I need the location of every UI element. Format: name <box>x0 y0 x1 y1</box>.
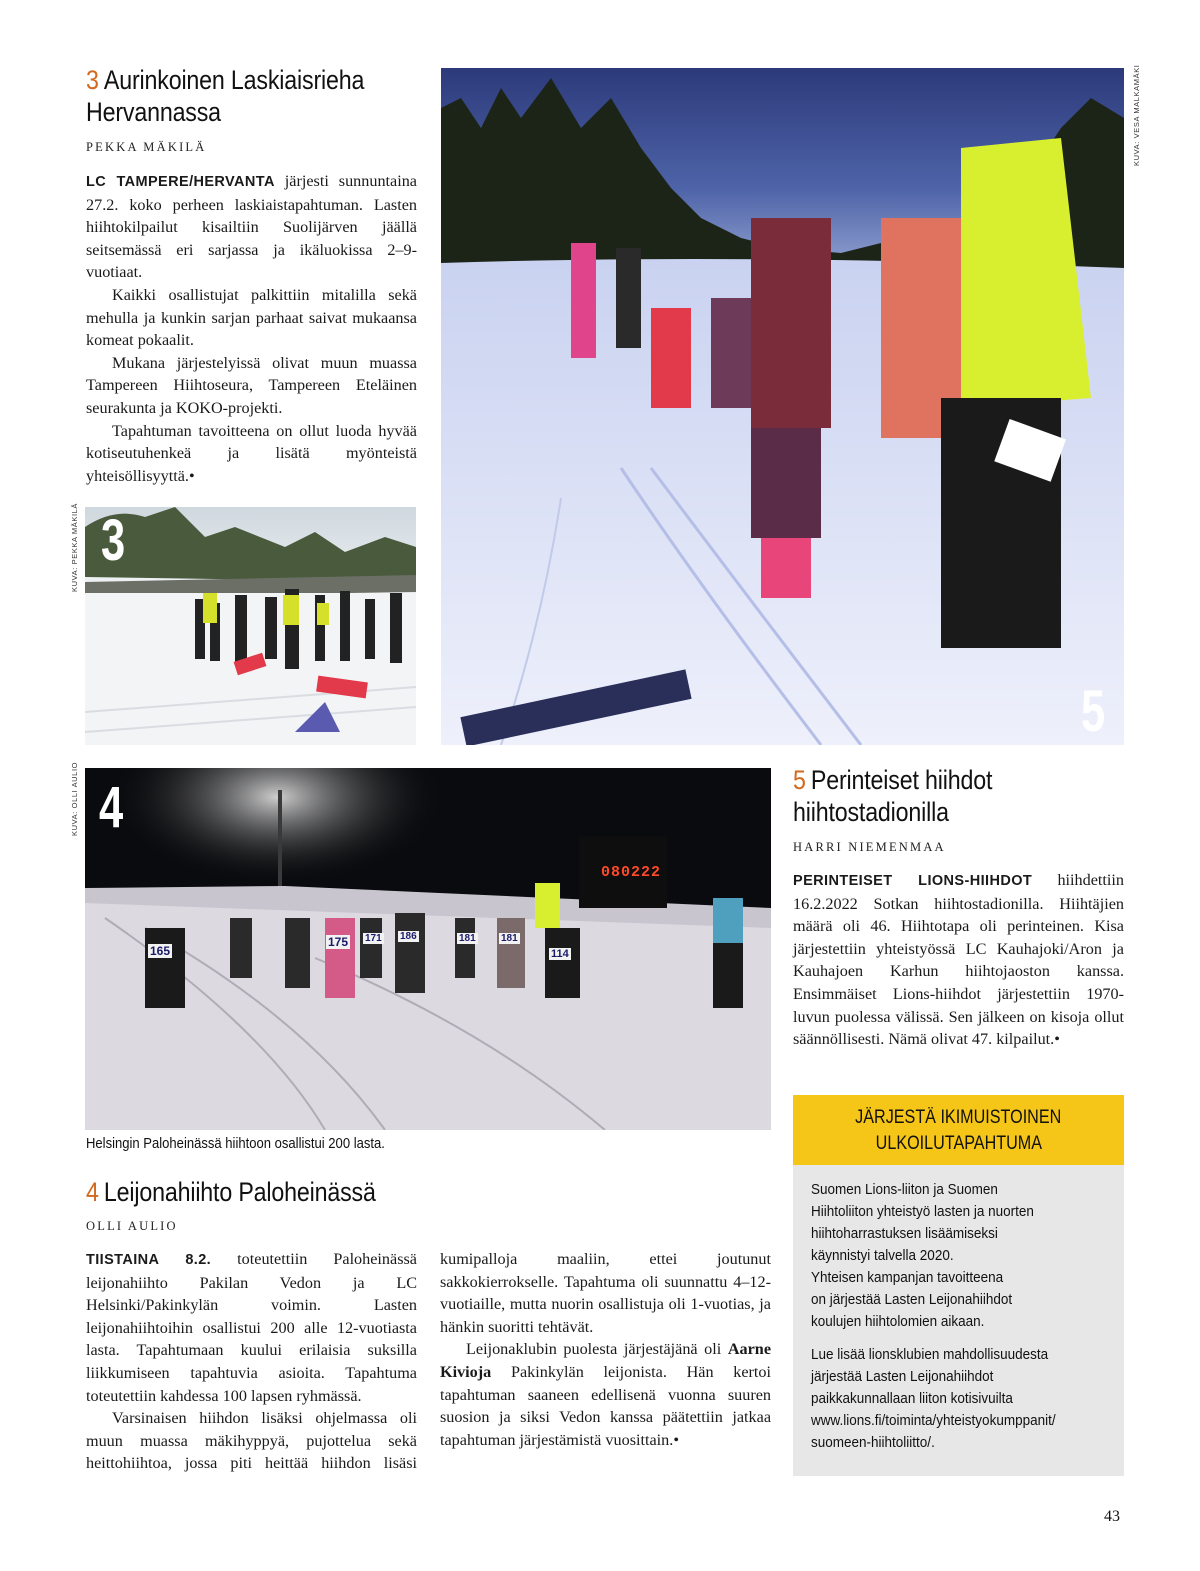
article-5-title-line2: hiihtostadionilla <box>793 797 949 827</box>
article-4-title: Leijonahiihto Paloheinässä <box>103 1177 376 1207</box>
info-box-paragraph-2: Lue lisää lionsklubien mahdollisuudesta järjestää Lasten Leijonahiihdot paikkakunnallaan liiton kotisivuilta www.lions.fi/toiminta/yhteistyokumppanit/ suomeen-hiihtoliitto/. <box>811 1346 1056 1451</box>
article-4-byline: OLLI AULIO <box>86 1219 178 1233</box>
photo-3-credit: KUVA: PEKKA MÄKILÄ <box>70 502 79 592</box>
photo-5-label: 5 <box>1081 679 1106 744</box>
race-clock-display: 080222 <box>601 864 662 881</box>
article-4-paragraph-1: TIISTAINA 8.2. toteutettiin Paloheinässä leijonahiihto Pakilan Vedon ja LC Helsinki/Pakinkylän voimin. Lasten leijonahiihtoihin osallistui 200 alle 12-vuotiasta lasta. Tapahtumaan kuului erilaisia suksilla liikkumiseen tapahtuvia asioita. Tapahtuma toteutettiin kahdessa 100 lapsen ryhmässä. <box>86 1250 417 1405</box>
article-5-lead: PERINTEISET LIONS-HIIHDOT <box>793 873 1033 889</box>
article-3-paragraph-4: Tapahtuman tavoitteena on ollut luoda hyvää kotiseutuhenkeä ja lisätä myönteistä yhteisöllisyyttä.• <box>86 421 417 485</box>
article-3-byline: PEKKA MÄKILÄ <box>86 140 207 154</box>
article-5-number: 5 <box>793 765 806 795</box>
article-4-column-2-text <box>440 1248 771 1451</box>
info-box-body <box>793 1165 1124 1476</box>
info-box-title-line2: ULKOILUTAPAHTUMA <box>875 1133 1042 1154</box>
article-3-body <box>86 170 417 487</box>
info-box <box>793 1095 1124 1476</box>
article-3-lead: LC TAMPERE/HERVANTA <box>86 174 275 190</box>
article-3-number: 3 <box>86 65 99 95</box>
article-3-paragraph-1: LC TAMPERE/HERVANTA järjesti sunnuntaina 27.2. koko perheen laskiaistapahtuman. Lasten hiihtokilpailut kisailtiin Suolijärven jäällä seitsemässä eri sarjassa ja ikäluokissa 2–9-vuotiaat. <box>86 172 417 282</box>
article-3-paragraph-2: Kaikki osallistujat palkittiin mitalilla sekä mehulla ja kunkin sarjan parhaat saivat mukaansa komeat pokaalit. <box>86 285 417 350</box>
photo-3-image <box>85 507 416 745</box>
article-4-number: 4 <box>86 1177 99 1207</box>
end-mark: • <box>673 1430 679 1449</box>
end-mark: • <box>1054 1030 1060 1049</box>
article-4-column-1 <box>86 1248 417 1474</box>
article-3-title-line1: Aurinkoinen Laskiaisrieha <box>103 65 365 95</box>
article-3-title-line2: Hervannassa <box>86 97 221 127</box>
photo-5 <box>441 68 1124 745</box>
organizer-name: Aarne Kivioja <box>440 1340 771 1381</box>
article-3-paragraph-3: Mukana järjestelyissä olivat muun muassa Tampereen Hiihtoseura, Tampereen Eteläinen seurakunta ja KOKO-projekti. <box>86 353 417 417</box>
photo-4-image <box>85 768 771 1130</box>
info-box-title-line1: JÄRJESTÄ IKIMUISTOINEN <box>855 1107 1062 1128</box>
bib-number: 175 <box>328 935 349 949</box>
article-4-paragraph-2: Varsinaisen hiihdon lisäksi ohjelmassa oli muun muassa mäkihyppyä, pujottelua sekä heittohiihtoa, jossa piti heittää hiihdon lisäsi <box>86 1409 417 1473</box>
bib-number: 186 <box>400 931 417 942</box>
article-4-paragraph-3: Leijonaklubin puolesta järjestäjänä oli Aarne Kivioja Pakinkylän leijonista. Hän kertoi tapahtuman saaneen edellisenä vuonna suuren suosion ja siksi Vedon kanssa päätettiin jatkaa tapahtuman järjestämistä vuosittain.• <box>440 1340 771 1449</box>
photo-4-credit: KUVA: OLLI AULIO <box>70 761 79 836</box>
article-5-body <box>793 869 1124 1051</box>
bib-number: 165 <box>150 944 171 958</box>
bib-number: 181 <box>501 933 518 944</box>
photo-4-label: 4 <box>99 775 124 840</box>
end-mark: • <box>188 466 195 485</box>
article-3-headline <box>86 64 364 128</box>
article-5-byline: HARRI NIEMENMAA <box>793 840 946 854</box>
article-5-paragraph-1: PERINTEISET LIONS-HIIHDOT hiihdettiin 16.2.2022 Sotkan hiihtostadionilla. Hiihtäjien määrä oli 46. Hiihtotapa oli perinteinen. Kisa järjestettiin yhteistyössä LC Kauhajoki/Aron ja Kauhajoen Karhun hiihtojaoston kanssa. Ensimmäiset Lions-hiihdot järjestettiin 1970-luvun puolessa välissä. Sen jälkeen on kisoja ollut säännöllisesti. Nämä olivat 47. kilpailut.• <box>793 871 1124 1049</box>
photo-4-caption: Helsingin Paloheinässä hiihtoon osallistui 200 lasta. <box>86 1136 385 1152</box>
page-number: 43 <box>1104 1508 1120 1525</box>
article-4-headline <box>86 1176 376 1208</box>
bib-number: 114 <box>551 948 569 960</box>
article-4-lead: TIISTAINA 8.2. <box>86 1252 212 1268</box>
bib-number: 171 <box>365 933 382 944</box>
photo-5-image <box>441 68 1124 745</box>
info-box-title <box>793 1095 1124 1165</box>
photo-5-credit: KUVA: VESA MALKAMÄKI <box>1132 64 1141 166</box>
bib-number: 181 <box>459 933 476 944</box>
article-5-headline <box>793 764 992 828</box>
photo-3 <box>85 507 416 745</box>
lions-link[interactable]: www.lions.fi/toiminta/yhteistyokumppanit/ <box>811 1412 1056 1429</box>
info-box-paragraph-1: Suomen Lions-liiton ja Suomen Hiihtoliiton yhteistyö lasten ja nuorten hiihtoharrastuksen lisäämiseksi käynnistyi talvella 2020. Yhteisen kampanjan tavoitteena on järjestää Lasten Leijonahiihdot koulujen hiihtolomien aikaan. <box>811 1181 1034 1330</box>
article-5-title-line1: Perinteiset hiihdot <box>810 765 993 795</box>
article-4-paragraph-2-tail: kumipalloja maaliin, ettei joutunut sakkokierrokselle. Tapahtuma oli suunnattu 4–12-vuotiaille, mutta nuorin osallistuja oli 1-vuotias, ja hänkin suoritti tehtävät. <box>440 1250 771 1336</box>
photo-3-label: 3 <box>101 508 126 573</box>
photo-4 <box>85 768 771 1130</box>
